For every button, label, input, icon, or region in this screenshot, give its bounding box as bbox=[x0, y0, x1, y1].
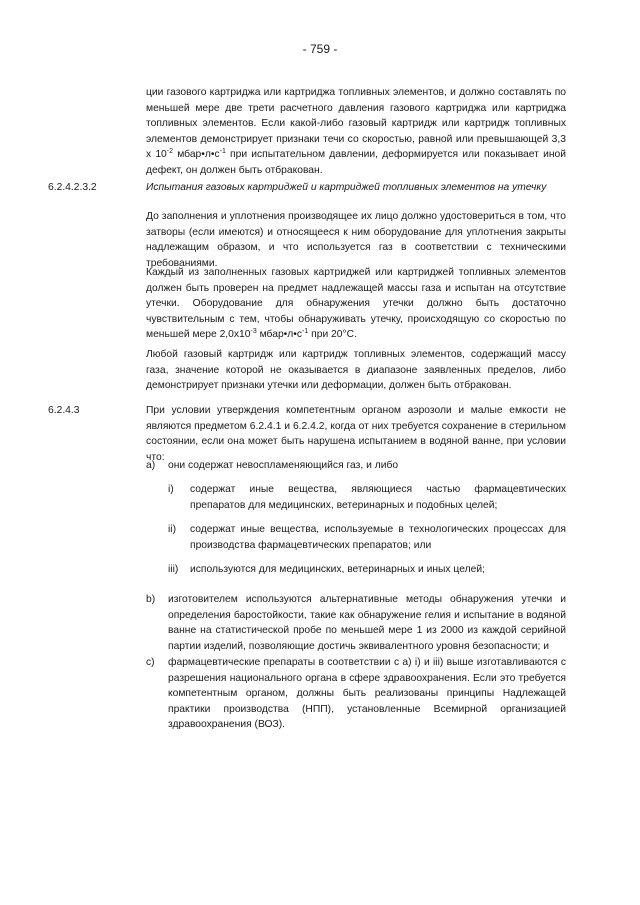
continuation-text: ции газового картриджа или картриджа топливных элементов, и должно составлять по меньшей мере две трети расчетного давления газового картриджа или картриджа топливных элементов. Если какой-либо газовый картридж или картридж топливных элементов демонстрирует признаки течи со скоростью, равной или превышающей 3,3 x 10 bbox=[146, 87, 566, 161]
list-marker: b) bbox=[146, 594, 156, 605]
exponent: -3 bbox=[250, 328, 257, 336]
continuation-paragraph bbox=[146, 85, 566, 179]
list-marker: a) bbox=[146, 460, 156, 471]
sublist-marker: i) bbox=[168, 484, 174, 495]
list-item: они содержат невоспламеняющийся газ, и либо bbox=[168, 460, 399, 471]
exponent: -1 bbox=[219, 148, 226, 156]
unit-text: мбар•л•с bbox=[173, 149, 220, 161]
paragraph: При условии утверждения компетентным органом аэрозоли и малые емкости не являются предметом 6.2.4.1 и 6.2.4.2, когда от них требуется сохранение в стерильном состоянии, если она может быть нарушена испытанием в водяной ванне, при условии что: bbox=[146, 405, 566, 463]
page-number: - 759 - bbox=[302, 42, 338, 56]
paragraph-text: Каждый из заполненных газовых картриджей или картриджей топливных элементов должен быть проверен на предмет надлежащей массы газа и испытан на отсутствие утечки. Оборудование для обнаружения утечки должно быть достаточно чувствительным с тем, чтобы обнаруживать утечку, происходящую со скоростью по меньшей мере 2,0x10 bbox=[146, 267, 566, 341]
sublist-marker: ii) bbox=[168, 524, 177, 535]
unit-text: мбар•л•с bbox=[256, 329, 303, 341]
sublist-item: содержат иные вещества, являющиеся частью фармацевтических препаратов для медицинских, ветеринарных и подобных целей; bbox=[190, 484, 566, 511]
sublist-marker: iii) bbox=[168, 564, 179, 575]
list-item: изготовителем используются альтернативные методы обнаружения утечки и определения баростойкости, такие как обнаружение гелия и испытание в водяной ванне на статистической пробе по меньшей мере 1 из 2000 из каждой серийной партии изделий, позволяющие достичь эквивалентного уровня безопасности; и bbox=[168, 594, 566, 652]
section-heading: Испытания газовых картриджей и картриджей топливных элементов на утечку bbox=[146, 182, 547, 193]
exponent: -2 bbox=[166, 148, 174, 156]
paragraph bbox=[146, 265, 566, 343]
paragraph: До заполнения и уплотнения производящее их лицо должно удостовериться в том, что затворы (если имеются) и относящееся к ним оборудование для уплотнения закрыты надлежащим образом, и что используется газ в соответствии с техническими требованиями. bbox=[146, 211, 566, 269]
exponent: -1 bbox=[302, 328, 309, 336]
sublist-item: используются для медицинских, ветеринарных и иных целей; bbox=[190, 564, 485, 575]
continuation-end: при испытательном давлении, деформируется или показывает иной дефект, он должен быть отбракован. bbox=[146, 149, 566, 176]
list-item: фармацевтические препараты в соответствии с a) i) и iii) выше изготавливаются с разрешения национального органа в сфере здравоохранения. Если это требуется компетентным органом, должны быть реализованы принципы Надлежащей практики производства (НПП), установленные Всемирной организацией здравоохранения (ВОЗ). bbox=[168, 657, 566, 731]
sublist-item: содержат иные вещества, используемые в технологических процессах для производства фармацевтических препаратов; или bbox=[190, 524, 566, 551]
paragraph: Любой газовый картридж или картридж топливных элементов, содержащий массу газа, значение которой не оказывается в диапазоне заявленных пределов, либо демонстрирует признаки утечки или деформации, должен быть отбракован. bbox=[146, 349, 566, 392]
paragraph-end: при 20°C. bbox=[308, 329, 357, 341]
list-marker: c) bbox=[146, 657, 155, 668]
section-number: 6.2.4.3 bbox=[48, 405, 80, 416]
section-number: 6.2.4.2.3.2 bbox=[48, 182, 97, 193]
